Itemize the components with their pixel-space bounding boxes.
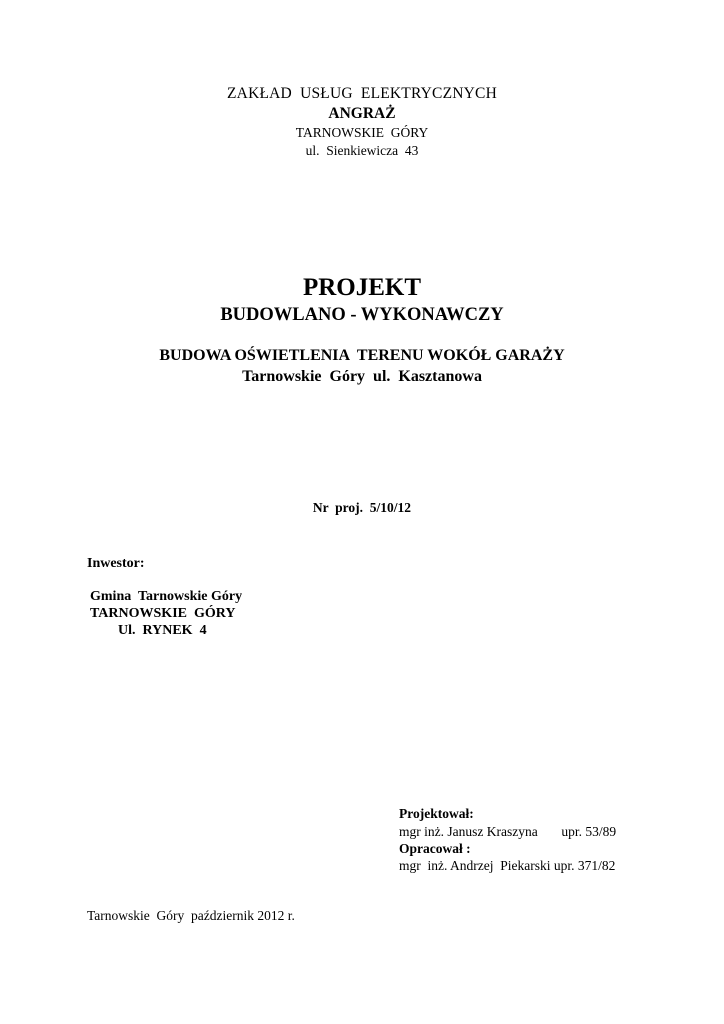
investor-city: TARNOWSKIE GÓRY [90,606,236,621]
company-city: TARNOWSKIE GÓRY [295,125,429,140]
company-brand: ANGRAŻ [328,105,396,122]
investor-address: Ul. RYNEK 4 [118,623,207,638]
place-and-date: Tarnowskie Góry październik 2012 r. [87,908,295,923]
investor-label: Inwestor: [87,556,145,571]
company-name: ZAKŁAD USŁUG ELEKTRYCZNYCH [227,85,497,102]
prepared-by-name: mgr inż. Andrzej Piekarski upr. 371/82 [399,858,616,873]
designed-by-name: mgr inż. Janusz Kraszyna upr. 53/89 [399,824,617,839]
project-title: PROJEKT [302,274,422,301]
project-location: Tarnowskie Góry ul. Kasztanowa [242,368,482,385]
project-scope: BUDOWA OŚWIETLENIA TERENU WOKÓŁ GARAŻY [159,347,565,364]
designed-by-label: Projektował: [399,806,474,821]
project-number: Nr proj. 5/10/12 [312,500,412,515]
project-subtitle: BUDOWLANO - WYKONAWCZY [220,305,504,325]
investor-name: Gmina Tarnowskie Góry [90,589,243,604]
company-address: ul. Sienkiewicza 43 [305,143,419,158]
prepared-by-label: Opracował : [399,841,471,856]
